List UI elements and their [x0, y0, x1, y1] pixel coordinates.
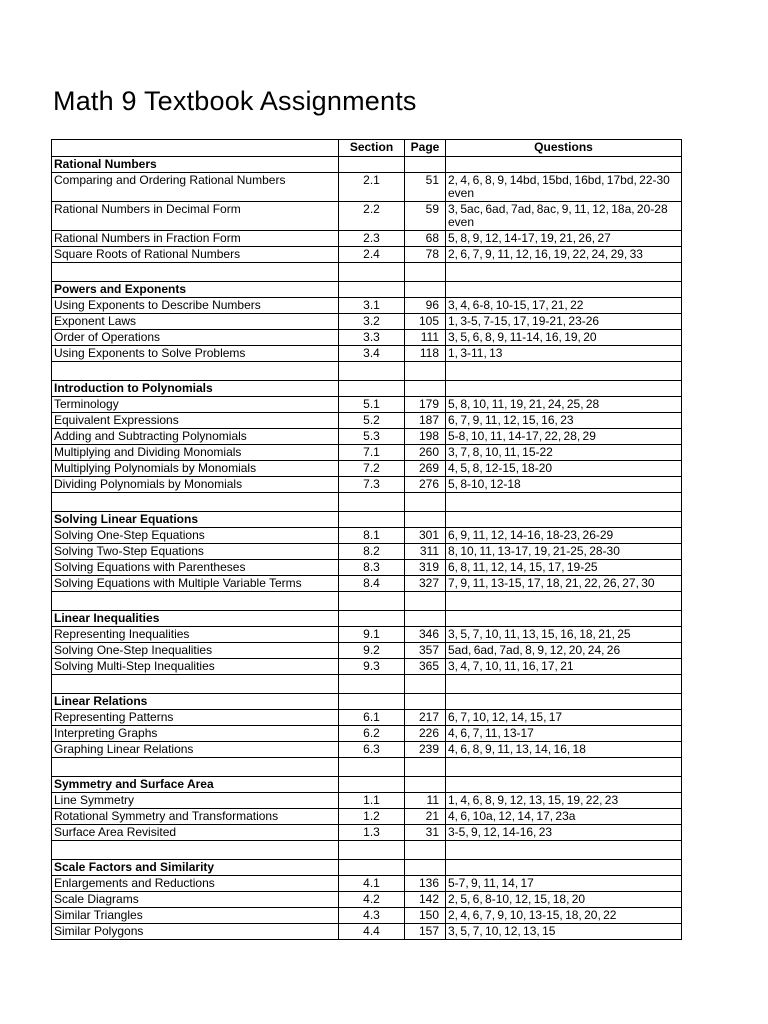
- table-row: [52, 330, 682, 346]
- topic-heading: Powers and Exponents: [52, 282, 339, 298]
- page-cell: 111: [405, 330, 446, 346]
- page-cell: 217: [405, 710, 446, 726]
- questions-cell: [446, 694, 682, 710]
- page-cell: 239: [405, 742, 446, 758]
- topic-cell: Using Exponents to Solve Problems: [52, 346, 339, 362]
- section-cell: 7.2: [339, 461, 405, 477]
- section-cell: 3.2: [339, 314, 405, 330]
- page-cell: [405, 157, 446, 173]
- section-cell: 6.3: [339, 742, 405, 758]
- section-cell: [339, 860, 405, 876]
- section-cell: [339, 263, 405, 282]
- section-heading-row: [52, 611, 682, 627]
- header-row: [52, 140, 682, 157]
- table-row: [52, 742, 682, 758]
- questions-cell: 3, 5, 7, 10, 12, 13, 15: [446, 924, 682, 940]
- table-row: [52, 413, 682, 429]
- page-title: Math 9 Textbook Assignments: [53, 86, 417, 116]
- questions-cell: [446, 263, 682, 282]
- topic-heading: Linear Relations: [52, 694, 339, 710]
- table-row: [52, 247, 682, 263]
- table-row: [52, 231, 682, 247]
- page-cell: [405, 493, 446, 512]
- table-row: [52, 793, 682, 809]
- questions-cell: [446, 157, 682, 173]
- section-heading-row: [52, 860, 682, 876]
- questions-cell: [446, 592, 682, 611]
- section-cell: [339, 694, 405, 710]
- questions-cell: 2, 5, 6, 8-10, 12, 15, 18, 20: [446, 892, 682, 908]
- section-cell: [339, 675, 405, 694]
- questions-cell: 6, 8, 11, 12, 14, 15, 17, 19-25: [446, 560, 682, 576]
- section-cell: [339, 611, 405, 627]
- page-cell: [405, 381, 446, 397]
- questions-cell: 8, 10, 11, 13-17, 19, 21-25, 28-30: [446, 544, 682, 560]
- section-cell: 3.4: [339, 346, 405, 362]
- table-row: [52, 710, 682, 726]
- table-row: [52, 397, 682, 413]
- page-cell: [405, 860, 446, 876]
- table-row: [52, 908, 682, 924]
- page-cell: 365: [405, 659, 446, 675]
- table-row: [52, 576, 682, 592]
- section-heading-row: [52, 157, 682, 173]
- questions-cell: 5, 8, 9, 12, 14-17, 19, 21, 26, 27: [446, 231, 682, 247]
- table-row: [52, 173, 682, 202]
- page-cell: [405, 777, 446, 793]
- page-cell: 198: [405, 429, 446, 445]
- section-cell: 1.3: [339, 825, 405, 841]
- topic-cell: [52, 758, 339, 777]
- page-cell: 260: [405, 445, 446, 461]
- questions-cell: 5-7, 9, 11, 14, 17: [446, 876, 682, 892]
- questions-cell: 5ad, 6ad, 7ad, 8, 9, 12, 20, 24, 26: [446, 643, 682, 659]
- questions-cell: 1, 4, 6, 8, 9, 12, 13, 15, 19, 22, 23: [446, 793, 682, 809]
- page-cell: 150: [405, 908, 446, 924]
- questions-cell: [446, 493, 682, 512]
- page-cell: [405, 512, 446, 528]
- page-cell: [405, 758, 446, 777]
- section-cell: [339, 381, 405, 397]
- questions-cell: 1, 3-11, 13: [446, 346, 682, 362]
- spacer-row: [52, 675, 682, 694]
- section-cell: 8.2: [339, 544, 405, 560]
- questions-cell: 4, 5, 8, 12-15, 18-20: [446, 461, 682, 477]
- table-row: [52, 659, 682, 675]
- page-cell: 59: [405, 202, 446, 231]
- topic-cell: Solving Equations with Multiple Variable Terms: [52, 576, 339, 592]
- questions-cell: 2, 4, 6, 8, 9, 14bd, 15bd, 16bd, 17bd, 22-30 even: [446, 173, 682, 202]
- topic-cell: Rotational Symmetry and Transformations: [52, 809, 339, 825]
- section-cell: 9.3: [339, 659, 405, 675]
- page-cell: [405, 611, 446, 627]
- table-row: [52, 809, 682, 825]
- questions-header: Questions: [446, 140, 682, 157]
- section-cell: 1.2: [339, 809, 405, 825]
- topic-cell: Multiplying and Dividing Monomials: [52, 445, 339, 461]
- page-cell: 21: [405, 809, 446, 825]
- questions-cell: 5, 8-10, 12-18: [446, 477, 682, 493]
- table-row: [52, 461, 682, 477]
- topic-cell: Comparing and Ordering Rational Numbers: [52, 173, 339, 202]
- table-row: [52, 429, 682, 445]
- page-cell: 31: [405, 825, 446, 841]
- section-heading-row: [52, 381, 682, 397]
- table-row: [52, 627, 682, 643]
- spacer-row: [52, 841, 682, 860]
- questions-cell: 3, 5ac, 6ad, 7ad, 8ac, 9, 11, 12, 18a, 20-28 even: [446, 202, 682, 231]
- page-cell: 68: [405, 231, 446, 247]
- questions-cell: 2, 4, 6, 7, 9, 10, 13-15, 18, 20, 22: [446, 908, 682, 924]
- questions-cell: 6, 7, 10, 12, 14, 15, 17: [446, 710, 682, 726]
- section-cell: 4.4: [339, 924, 405, 940]
- table-row: [52, 876, 682, 892]
- questions-cell: [446, 841, 682, 860]
- section-cell: 2.1: [339, 173, 405, 202]
- page-cell: 96: [405, 298, 446, 314]
- questions-cell: 3-5, 9, 12, 14-16, 23: [446, 825, 682, 841]
- questions-cell: 7, 9, 11, 13-15, 17, 18, 21, 22, 26, 27, 30: [446, 576, 682, 592]
- questions-cell: 4, 6, 10a, 12, 14, 17, 23a: [446, 809, 682, 825]
- topic-cell: Exponent Laws: [52, 314, 339, 330]
- questions-cell: 3, 4, 6-8, 10-15, 17, 21, 22: [446, 298, 682, 314]
- topic-cell: Interpreting Graphs: [52, 726, 339, 742]
- section-cell: 7.3: [339, 477, 405, 493]
- topic-cell: Multiplying Polynomials by Monomials: [52, 461, 339, 477]
- questions-cell: 6, 7, 9, 11, 12, 15, 16, 23: [446, 413, 682, 429]
- section-cell: [339, 758, 405, 777]
- table-row: [52, 314, 682, 330]
- topic-cell: Solving One-Step Inequalities: [52, 643, 339, 659]
- section-cell: 5.2: [339, 413, 405, 429]
- table-row: [52, 643, 682, 659]
- page-cell: 157: [405, 924, 446, 940]
- questions-cell: 3, 5, 7, 10, 11, 13, 15, 16, 18, 21, 25: [446, 627, 682, 643]
- questions-cell: 5-8, 10, 11, 14-17, 22, 28, 29: [446, 429, 682, 445]
- table-row: [52, 924, 682, 940]
- topic-cell: [52, 493, 339, 512]
- section-cell: 4.1: [339, 876, 405, 892]
- section-cell: [339, 777, 405, 793]
- topic-cell: Order of Operations: [52, 330, 339, 346]
- topic-cell: Terminology: [52, 397, 339, 413]
- topic-heading: Symmetry and Surface Area: [52, 777, 339, 793]
- questions-cell: 4, 6, 7, 11, 13-17: [446, 726, 682, 742]
- section-cell: 8.4: [339, 576, 405, 592]
- spacer-row: [52, 493, 682, 512]
- table-row: [52, 346, 682, 362]
- section-cell: 7.1: [339, 445, 405, 461]
- topic-cell: Rational Numbers in Decimal Form: [52, 202, 339, 231]
- questions-cell: [446, 381, 682, 397]
- table-row: [52, 477, 682, 493]
- section-cell: 9.1: [339, 627, 405, 643]
- table-row: [52, 298, 682, 314]
- topic-cell: Line Symmetry: [52, 793, 339, 809]
- topic-cell: Representing Inequalities: [52, 627, 339, 643]
- topic-cell: Using Exponents to Describe Numbers: [52, 298, 339, 314]
- page-cell: [405, 694, 446, 710]
- topic-cell: [52, 841, 339, 860]
- topic-cell: Rational Numbers in Fraction Form: [52, 231, 339, 247]
- topic-cell: Solving Multi-Step Inequalities: [52, 659, 339, 675]
- section-cell: [339, 362, 405, 381]
- page-cell: 276: [405, 477, 446, 493]
- topic-cell: Scale Diagrams: [52, 892, 339, 908]
- section-cell: 2.2: [339, 202, 405, 231]
- section-cell: 8.1: [339, 528, 405, 544]
- questions-cell: 3, 5, 6, 8, 9, 11-14, 16, 19, 20: [446, 330, 682, 346]
- page-cell: 78: [405, 247, 446, 263]
- topic-header: [52, 140, 339, 157]
- table-row: [52, 825, 682, 841]
- section-cell: [339, 157, 405, 173]
- section-heading-row: [52, 282, 682, 298]
- table-row: [52, 528, 682, 544]
- topic-cell: [52, 675, 339, 694]
- section-cell: 5.1: [339, 397, 405, 413]
- page-cell: [405, 263, 446, 282]
- table-row: [52, 445, 682, 461]
- topic-cell: Square Roots of Rational Numbers: [52, 247, 339, 263]
- questions-cell: [446, 512, 682, 528]
- table-row: [52, 202, 682, 231]
- table-row: [52, 892, 682, 908]
- questions-cell: 5, 8, 10, 11, 19, 21, 24, 25, 28: [446, 397, 682, 413]
- page-cell: 327: [405, 576, 446, 592]
- table-row: [52, 560, 682, 576]
- page-cell: 311: [405, 544, 446, 560]
- questions-cell: [446, 860, 682, 876]
- page-cell: 346: [405, 627, 446, 643]
- page-cell: [405, 362, 446, 381]
- section-heading-row: [52, 694, 682, 710]
- page-cell: 226: [405, 726, 446, 742]
- topic-cell: Graphing Linear Relations: [52, 742, 339, 758]
- topic-cell: Representing Patterns: [52, 710, 339, 726]
- spacer-row: [52, 362, 682, 381]
- section-cell: 2.4: [339, 247, 405, 263]
- spacer-row: [52, 592, 682, 611]
- topic-cell: [52, 362, 339, 381]
- topic-cell: Similar Triangles: [52, 908, 339, 924]
- section-heading-row: [52, 777, 682, 793]
- section-cell: 8.3: [339, 560, 405, 576]
- page-cell: 51: [405, 173, 446, 202]
- topic-heading: Linear Inequalities: [52, 611, 339, 627]
- section-cell: [339, 493, 405, 512]
- section-cell: 9.2: [339, 643, 405, 659]
- page-cell: 136: [405, 876, 446, 892]
- page-cell: 319: [405, 560, 446, 576]
- section-cell: 3.3: [339, 330, 405, 346]
- topic-cell: [52, 263, 339, 282]
- topic-cell: [52, 592, 339, 611]
- topic-cell: Equivalent Expressions: [52, 413, 339, 429]
- questions-cell: 4, 6, 8, 9, 11, 13, 14, 16, 18: [446, 742, 682, 758]
- page-cell: 11: [405, 793, 446, 809]
- topic-cell: Surface Area Revisited: [52, 825, 339, 841]
- questions-cell: [446, 282, 682, 298]
- questions-cell: 3, 7, 8, 10, 11, 15-22: [446, 445, 682, 461]
- section-cell: 2.3: [339, 231, 405, 247]
- topic-cell: Solving One-Step Equations: [52, 528, 339, 544]
- questions-cell: 3, 4, 7, 10, 11, 16, 17, 21: [446, 659, 682, 675]
- table-row: [52, 726, 682, 742]
- assignments-table: [51, 139, 682, 940]
- spacer-row: [52, 758, 682, 777]
- page-header: Page: [405, 140, 446, 157]
- topic-heading: Introduction to Polynomials: [52, 381, 339, 397]
- section-cell: 5.3: [339, 429, 405, 445]
- questions-cell: [446, 611, 682, 627]
- section-header: Section: [339, 140, 405, 157]
- page-cell: 187: [405, 413, 446, 429]
- table-row: [52, 544, 682, 560]
- section-cell: 4.3: [339, 908, 405, 924]
- page-cell: [405, 282, 446, 298]
- topic-cell: Enlargements and Reductions: [52, 876, 339, 892]
- topic-cell: Similar Polygons: [52, 924, 339, 940]
- questions-cell: [446, 758, 682, 777]
- questions-cell: [446, 675, 682, 694]
- section-cell: 6.1: [339, 710, 405, 726]
- table-body: [52, 157, 682, 940]
- section-cell: [339, 592, 405, 611]
- page-cell: 118: [405, 346, 446, 362]
- page-cell: 179: [405, 397, 446, 413]
- section-cell: 3.1: [339, 298, 405, 314]
- topic-heading: Rational Numbers: [52, 157, 339, 173]
- topic-cell: Solving Two-Step Equations: [52, 544, 339, 560]
- questions-cell: [446, 362, 682, 381]
- page-cell: [405, 675, 446, 694]
- section-cell: [339, 841, 405, 860]
- questions-cell: [446, 777, 682, 793]
- section-cell: 6.2: [339, 726, 405, 742]
- section-cell: 4.2: [339, 892, 405, 908]
- questions-cell: 2, 6, 7, 9, 11, 12, 16, 19, 22, 24, 29, 33: [446, 247, 682, 263]
- questions-cell: 6, 9, 11, 12, 14-16, 18-23, 26-29: [446, 528, 682, 544]
- spacer-row: [52, 263, 682, 282]
- page-cell: 269: [405, 461, 446, 477]
- page-cell: [405, 841, 446, 860]
- page-cell: 142: [405, 892, 446, 908]
- topic-cell: Dividing Polynomials by Monomials: [52, 477, 339, 493]
- page-cell: 301: [405, 528, 446, 544]
- section-cell: 1.1: [339, 793, 405, 809]
- section-cell: [339, 282, 405, 298]
- section-cell: [339, 512, 405, 528]
- topic-heading: Solving Linear Equations: [52, 512, 339, 528]
- page-cell: [405, 592, 446, 611]
- topic-cell: Adding and Subtracting Polynomials: [52, 429, 339, 445]
- questions-cell: 1, 3-5, 7-15, 17, 19-21, 23-26: [446, 314, 682, 330]
- section-heading-row: [52, 512, 682, 528]
- page-cell: 357: [405, 643, 446, 659]
- topic-cell: Solving Equations with Parentheses: [52, 560, 339, 576]
- page-cell: 105: [405, 314, 446, 330]
- topic-heading: Scale Factors and Similarity: [52, 860, 339, 876]
